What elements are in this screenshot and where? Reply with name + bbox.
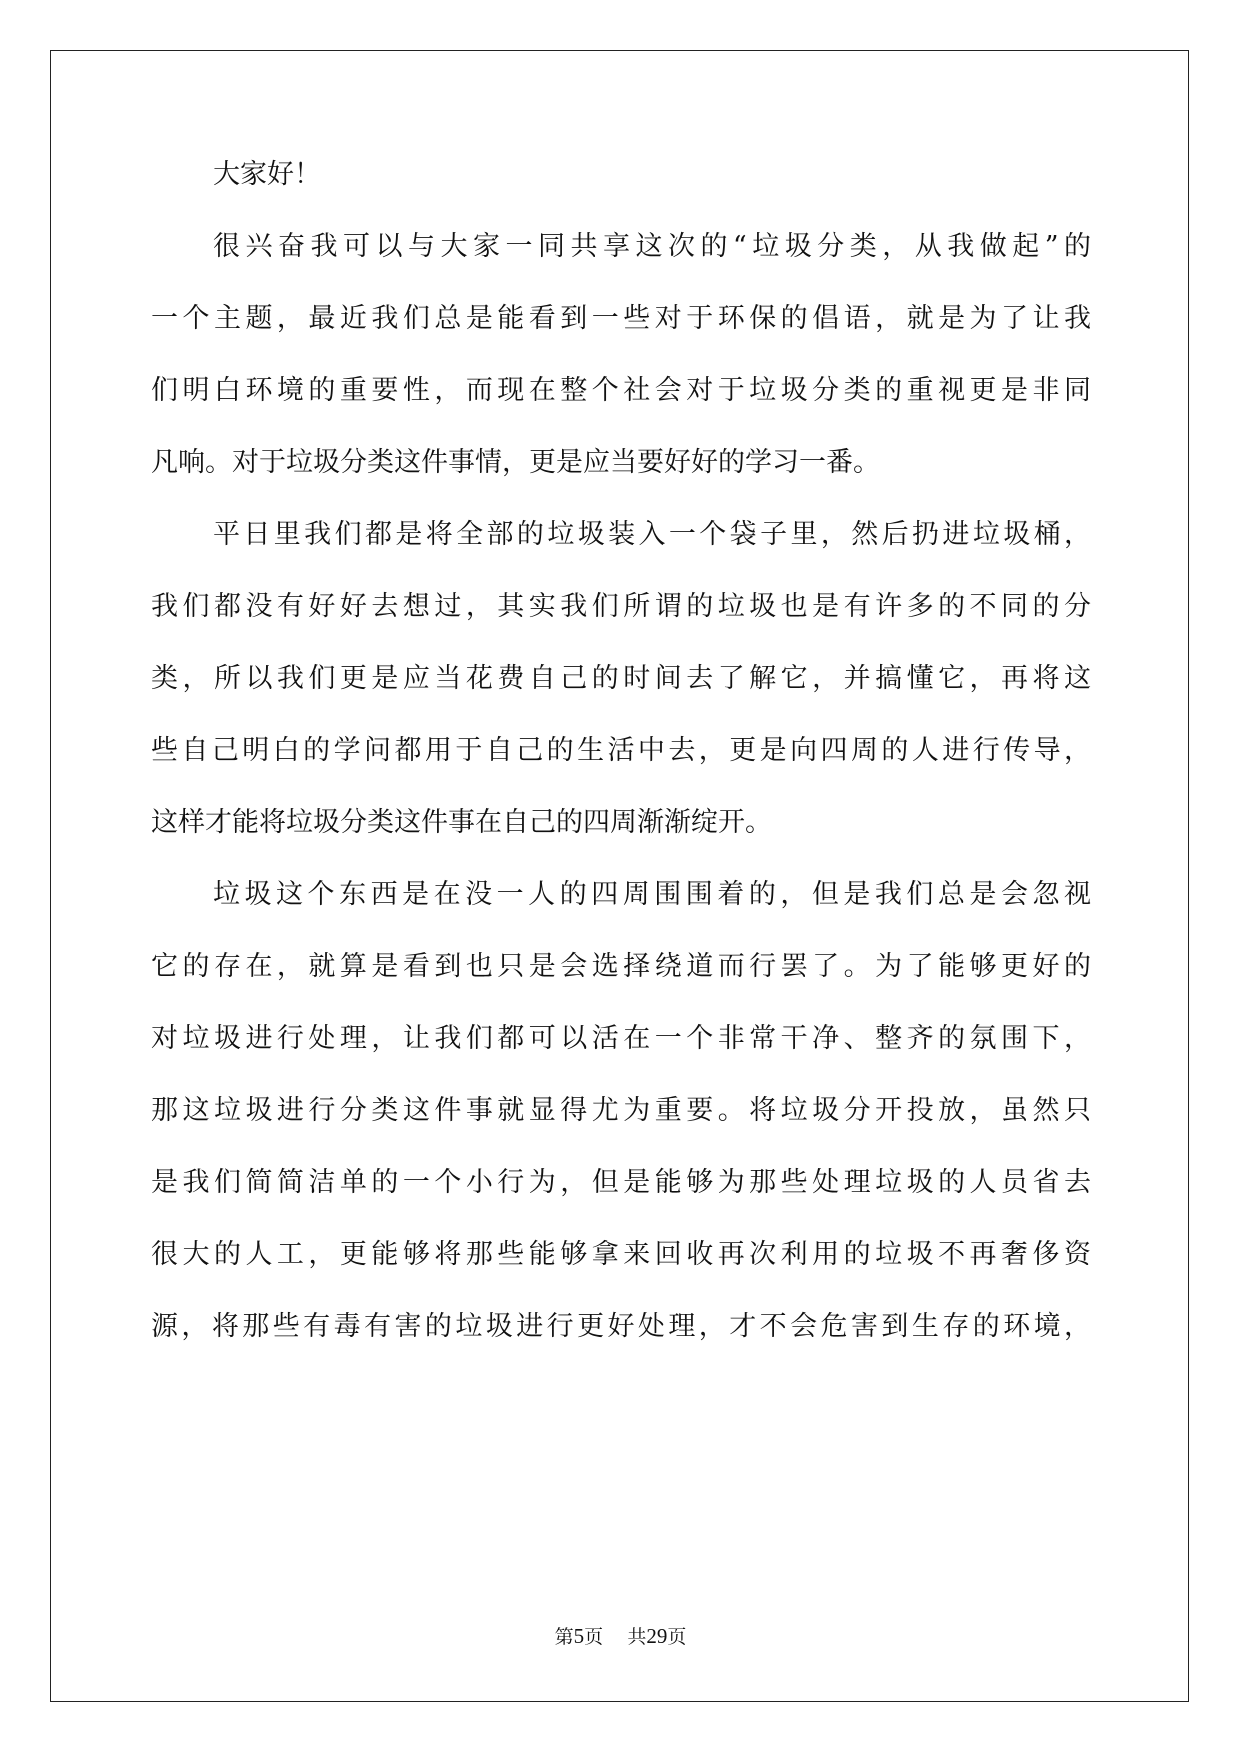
total-suffix: 页 xyxy=(667,1626,687,1648)
page-border xyxy=(50,50,1189,1702)
paragraph-line: 这样才能将垃圾分类这件事在自己的四周渐渐绽开。 xyxy=(151,807,772,838)
page-footer xyxy=(0,1622,1241,1649)
paragraph-line: 些自己明白的学问都用于自己的生活中去，更是向四周的人进行传导， xyxy=(151,735,1091,766)
paragraph-line: 它的存在，就算是看到也只是会选择绕道而行罢了。为了能够更好的 xyxy=(151,951,1091,982)
paragraph-line: 那这垃圾进行分类这件事就显得尤为重要。将垃圾分开投放，虽然只 xyxy=(151,1095,1091,1126)
total-pages: 29 xyxy=(646,1624,668,1648)
page-number: 5 xyxy=(573,1624,585,1648)
total-prefix: 共 xyxy=(627,1626,647,1648)
paragraph-line: 类，所以我们更是应当花费自己的时间去了解它，并搞懂它，再将这 xyxy=(151,663,1091,694)
paragraph-line: 平日里我们都是将全部的垃圾装入一个袋子里，然后扔进垃圾桶， xyxy=(213,519,1091,550)
paragraph-line: 我们都没有好好去想过，其实我们所谓的垃圾也是有许多的不同的分 xyxy=(151,591,1091,622)
paragraph-line: 是我们简简洁单的一个小行为，但是能够为那些处理垃圾的人员省去 xyxy=(151,1167,1091,1198)
paragraph-line: 们明白环境的重要性，而现在整个社会对于垃圾分类的重视更是非同 xyxy=(151,375,1091,406)
paragraph-line: 垃圾这个东西是在没一人的四周围围着的，但是我们总是会忽视 xyxy=(213,879,1091,910)
paragraph-line: 对垃圾进行处理，让我们都可以活在一个非常干净、整齐的氛围下， xyxy=(151,1023,1091,1054)
paragraph-line: 一个主题，最近我们总是能看到一些对于环保的倡语，就是为了让我 xyxy=(151,303,1091,334)
paragraph-line: 凡响。对于垃圾分类这件事情，更是应当要好好的学习一番。 xyxy=(151,447,880,478)
paragraph-line: 很大的人工，更能够将那些能够拿来回收再次利用的垃圾不再奢侈资 xyxy=(151,1239,1091,1270)
paragraph-line: 源，将那些有毒有害的垃圾进行更好处理，才不会危害到生存的环境， xyxy=(151,1311,1091,1342)
page-prefix: 第 xyxy=(554,1626,574,1648)
greeting-line: 大家好！ xyxy=(213,159,321,190)
page-suffix: 页 xyxy=(584,1626,604,1648)
paragraph-line: 很兴奋我可以与大家一同共享这次的“垃圾分类，从我做起”的 xyxy=(213,231,1091,262)
